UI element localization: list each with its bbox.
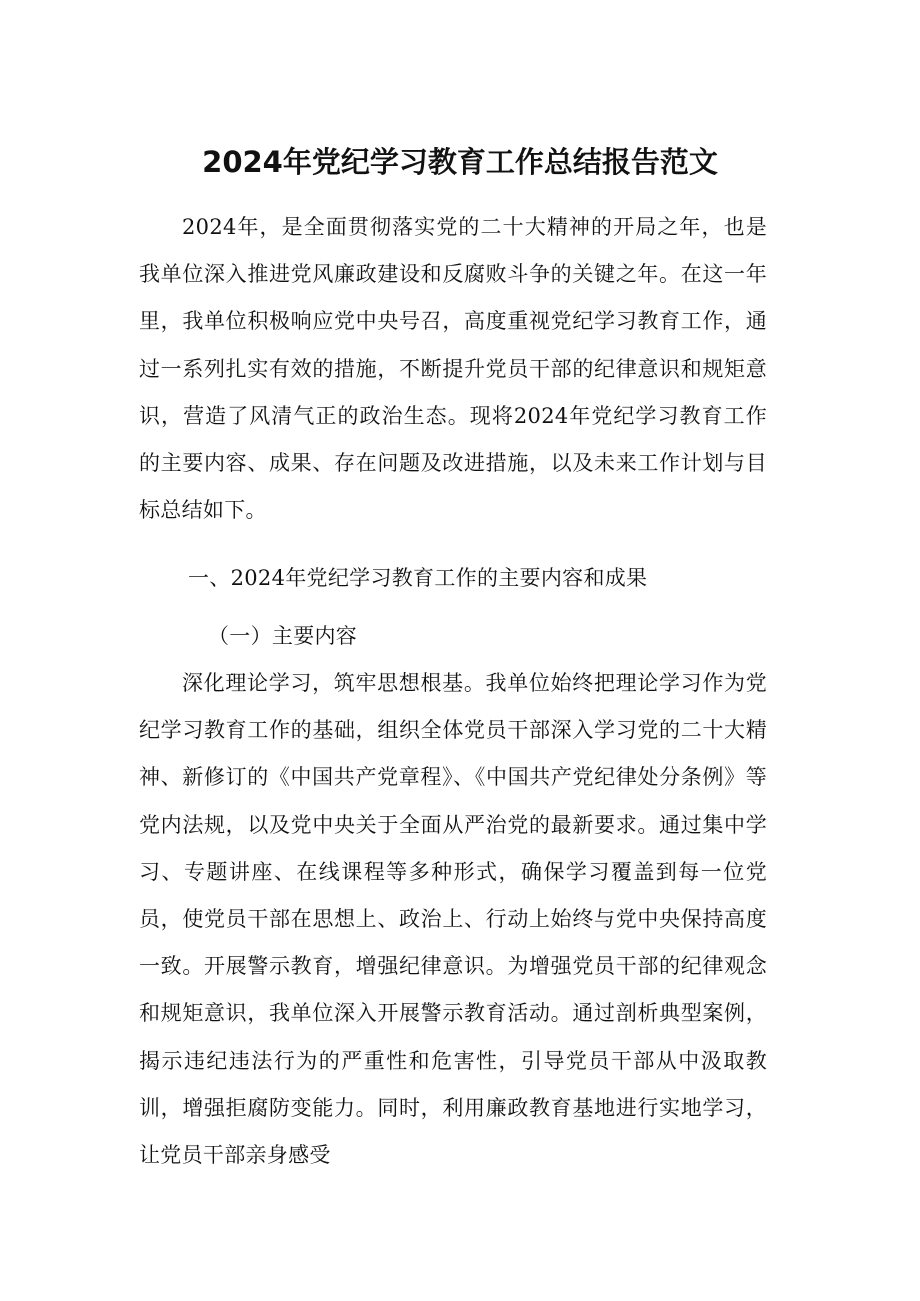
intro-paragraph: 2024年，是全面贯彻落实党的二十大精神的开局之年，也是我单位深入推进党风廉政建设和反腐败斗争的关键之年。在这一年里，我单位积极响应党中央号召，高度重视党纪学习教育工作，通过一系列扎实有效的措施，不断提升党员干部的纪律意识和规矩意识，营造了风清气正的政治生态。现将2024年党纪学习教育工作的主要内容、成果、存在问题及改进措施，以及未来工作计划与目标总结如下。	[139, 215, 767, 523]
content-paragraph: 深化理论学习，筑牢思想根基。我单位始终把理论学习作为党纪学习教育工作的基础，组织全体党员干部深入学习党的二十大精神、新修订的《中国共产党章程》、《中国共产党纪律处分条例》等党内法规，以及党中央关于全面从严治党的最新要求。通过集中学习、专题讲座、在线课程等多种形式，确保学习覆盖到每一位党员，使党员干部在思想上、政治上、行动上始终与党中央保持高度一致。开展警示教育，增强纪律意识。为增强党员干部的纪律观念和规矩意识，我单位深入开展警示教育活动。通过剖析典型案例，揭示违纪违法行为的严重性和危害性，引导党员干部从中汲取教训，增强拒腐防变能力。同时，利用廉政教育基地进行实地学习，让党员干部亲身感受	[139, 671, 767, 1168]
document-title: 2024年党纪学习教育工作总结报告范文	[202, 145, 718, 179]
section-heading: 一、2024年党纪学习教育工作的主要内容和成果	[188, 566, 648, 590]
subsection-heading: （一）主要内容	[208, 624, 358, 648]
